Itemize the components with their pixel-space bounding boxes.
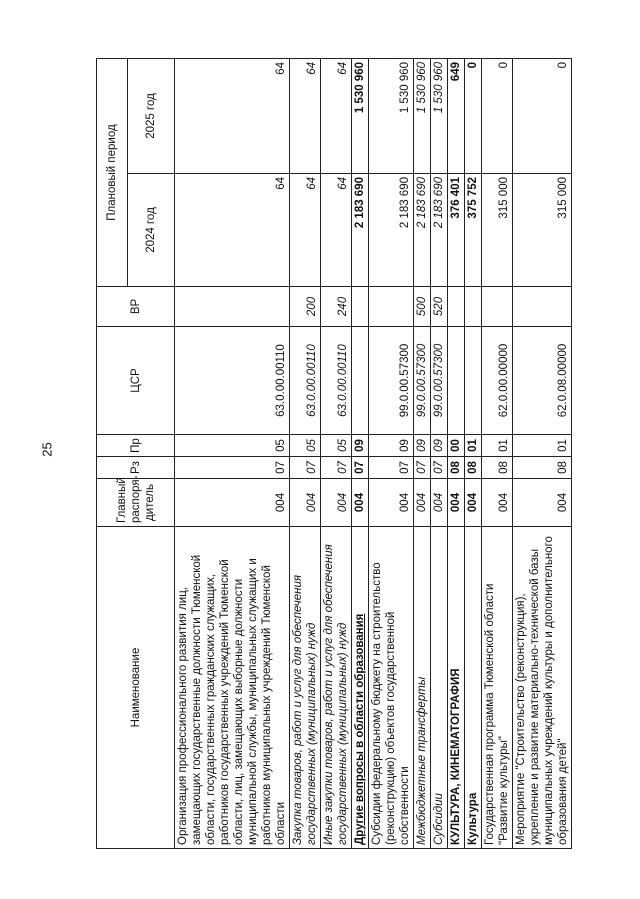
cell-name: Закупка товаров, работ и услуг для обеспечения государственных (муниципальных) нужд [290, 527, 321, 849]
cell-vr [465, 287, 482, 327]
cell-csr [465, 327, 482, 435]
cell-rz: 07 [431, 457, 448, 479]
budget-table [96, 58, 572, 849]
cell-admin: 004 [448, 479, 465, 527]
header-name: Наименование [97, 527, 175, 849]
cell-pr: 09 [369, 435, 414, 457]
cell-name: Культура [465, 527, 482, 849]
cell-name: Субсидии [431, 527, 448, 849]
cell-csr: 63.0.00.00110 [321, 327, 352, 435]
header-vr: ВР [97, 287, 175, 327]
cell-rz: 08 [513, 457, 572, 479]
cell-admin: 004 [482, 479, 513, 527]
cell-csr: 63.0.00.00110 [175, 327, 290, 435]
cell-vr: 240 [321, 287, 352, 327]
cell-pr: 09 [414, 435, 431, 457]
cell-name: Другие вопросы в области образования [352, 527, 369, 849]
cell-pr: 09 [431, 435, 448, 457]
header-2025: 2025 год [128, 58, 175, 173]
cell-pr: 05 [321, 435, 352, 457]
page-number: 25 [39, 442, 55, 457]
cell-name: Мероприятие "Строительство (реконструкция), укрепление и развитие материально-технической базы муниципальных учреждений культуры и дополнительного образования детей" [513, 527, 572, 849]
cell-name: Межбюджетные трансферты [414, 527, 431, 849]
header-pr: Пр [97, 435, 175, 457]
cell-2025: 1 530 960 [369, 58, 414, 173]
cell-vr: 200 [290, 287, 321, 327]
cell-2024: 64 [290, 174, 321, 287]
cell-2025: 64 [290, 58, 321, 173]
cell-pr: 05 [290, 435, 321, 457]
cell-admin: 004 [290, 479, 321, 527]
cell-2024: 315 000 [513, 174, 572, 287]
cell-2024: 375 752 [465, 174, 482, 287]
cell-vr [352, 287, 369, 327]
cell-pr: 01 [513, 435, 572, 457]
cell-rz: 07 [321, 457, 352, 479]
cell-2025: 1 530 960 [352, 58, 369, 173]
cell-vr [482, 287, 513, 327]
cell-admin: 004 [175, 479, 290, 527]
cell-2024: 376 401 [448, 174, 465, 287]
table-row [369, 58, 414, 848]
cell-vr [448, 287, 465, 327]
cell-vr: 520 [431, 287, 448, 327]
cell-2024: 64 [321, 174, 352, 287]
cell-name: КУЛЬТУРА, КИНЕМАТОГРАФИЯ [448, 527, 465, 849]
cell-2024: 64 [175, 174, 290, 287]
table-row [321, 58, 352, 848]
cell-csr: 62.0.08.00000 [513, 327, 572, 435]
cell-admin: 004 [465, 479, 482, 527]
cell-vr [175, 287, 290, 327]
cell-csr [352, 327, 369, 435]
table-body [175, 58, 572, 848]
cell-2025: 0 [482, 58, 513, 173]
cell-admin: 004 [352, 479, 369, 527]
cell-name: Организация профессионального развития лиц, замещающих государственные должности Тюменской области, государственных гражданских служащих, работников государственных учреждений Тюменской области, лиц, замещающих выборные должности муниципальной службы, муниципальных служащих и работников муниципальных учреждений Тюменской области [175, 527, 290, 849]
table-row [513, 58, 572, 848]
table-row [482, 58, 513, 848]
cell-2025: 64 [321, 58, 352, 173]
cell-rz: 08 [465, 457, 482, 479]
cell-rz: 08 [448, 457, 465, 479]
cell-pr: 01 [482, 435, 513, 457]
cell-csr [448, 327, 465, 435]
table-row [290, 58, 321, 848]
cell-csr: 63.0.00.00110 [290, 327, 321, 435]
cell-vr [369, 287, 414, 327]
cell-csr: 99.0.00.57300 [369, 327, 414, 435]
cell-2025: 1 530 960 [414, 58, 431, 173]
cell-2025: 649 [448, 58, 465, 173]
cell-2024: 315 000 [482, 174, 513, 287]
cell-pr: 05 [175, 435, 290, 457]
cell-2025: 0 [465, 58, 482, 173]
cell-csr: 99.0.00.57300 [414, 327, 431, 435]
cell-admin: 004 [369, 479, 414, 527]
header-csr: ЦСР [97, 327, 175, 435]
cell-admin: 004 [321, 479, 352, 527]
cell-rz: 07 [290, 457, 321, 479]
cell-rz: 07 [369, 457, 414, 479]
header-rz: Рз [97, 457, 175, 479]
cell-2025: 0 [513, 58, 572, 173]
cell-2024: 2 183 690 [431, 174, 448, 287]
cell-rz: 07 [175, 457, 290, 479]
cell-pr: 01 [465, 435, 482, 457]
cell-rz: 07 [352, 457, 369, 479]
cell-2024: 2 183 690 [369, 174, 414, 287]
cell-rz: 07 [414, 457, 431, 479]
cell-admin: 004 [513, 479, 572, 527]
table-row [431, 58, 448, 848]
header-admin: Главный распоря-дитель [97, 479, 175, 527]
header-2024: 2024 год [128, 174, 175, 287]
cell-vr [513, 287, 572, 327]
cell-pr: 09 [352, 435, 369, 457]
cell-csr: 62.0.00.00000 [482, 327, 513, 435]
cell-pr: 00 [448, 435, 465, 457]
cell-2025: 64 [175, 58, 290, 173]
table-row [465, 58, 482, 848]
cell-vr: 500 [414, 287, 431, 327]
table-row [414, 58, 431, 848]
table-row [175, 58, 290, 848]
budget-table-wrapper [96, 59, 569, 849]
cell-csr: 99.0.00.57300 [431, 327, 448, 435]
cell-name: Государственная программа Тюменской области "Развитие культуры" [482, 527, 513, 849]
cell-2024: 2 183 690 [414, 174, 431, 287]
cell-2024: 2 183 690 [352, 174, 369, 287]
cell-2025: 1 530 960 [431, 58, 448, 173]
header-plan: Плановый период [97, 58, 128, 286]
cell-name: Субсидии федеральному бюджету на строительство (реконструкцию) объектов государственной собственности [369, 527, 414, 849]
cell-rz: 08 [482, 457, 513, 479]
cell-name: Иные закупки товаров, работ и услуг для обеспечения государственных (муниципальных) нужд [321, 527, 352, 849]
table-row [448, 58, 465, 848]
cell-admin: 004 [431, 479, 448, 527]
table-row [352, 58, 369, 848]
cell-admin: 004 [414, 479, 431, 527]
